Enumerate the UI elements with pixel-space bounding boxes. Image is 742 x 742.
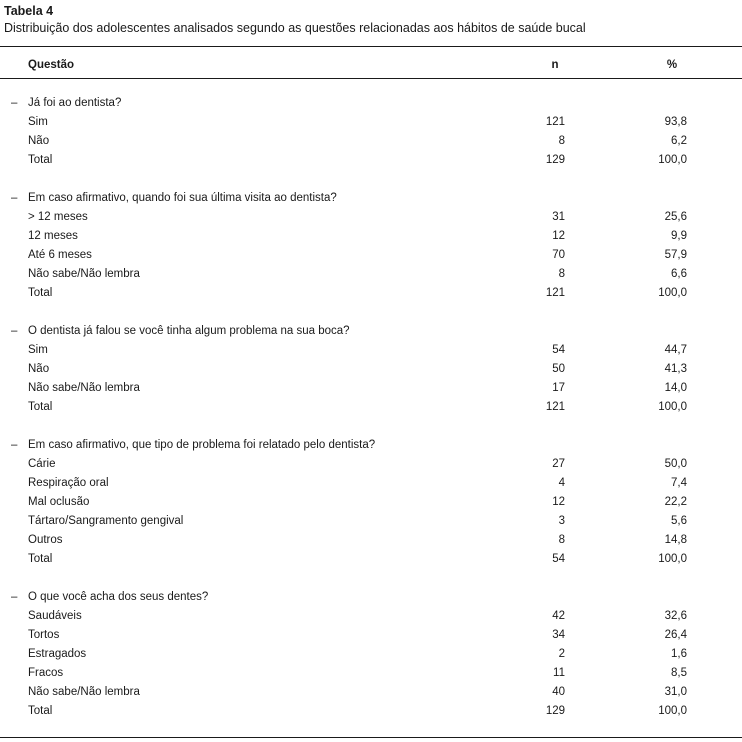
row-percent: 5,6 xyxy=(671,515,687,527)
table-row xyxy=(0,493,742,512)
question-section xyxy=(0,322,742,417)
row-label: Total xyxy=(28,287,53,299)
row-percent: 1,6 xyxy=(671,648,687,660)
row-label: Não sabe/Não lembra xyxy=(28,382,140,394)
row-percent: 7,4 xyxy=(671,477,687,489)
row-label: Estragados xyxy=(28,648,87,660)
row-label: Tártaro/Sangramento gengival xyxy=(28,515,184,527)
row-label: Total xyxy=(28,401,53,413)
row-n: 11 xyxy=(553,667,565,679)
top-rule xyxy=(0,46,742,47)
table-row xyxy=(0,512,742,531)
table-row xyxy=(0,550,742,569)
table-label: Tabela 4 xyxy=(4,4,54,18)
row-n: 54 xyxy=(552,553,565,565)
row-n: 34 xyxy=(552,629,565,641)
table-row xyxy=(0,341,742,360)
dash-marker: – xyxy=(11,591,18,603)
row-n: 27 xyxy=(552,458,565,470)
row-percent: 14,8 xyxy=(664,534,687,546)
table-row xyxy=(0,455,742,474)
row-label: Sim xyxy=(28,116,48,128)
row-label: Não sabe/Não lembra xyxy=(28,268,140,280)
row-n: 129 xyxy=(545,705,565,717)
row-n: 54 xyxy=(552,344,565,356)
question-section xyxy=(0,189,742,303)
table-row xyxy=(0,132,742,151)
row-label: Mal oclusão xyxy=(28,496,90,508)
question-row xyxy=(0,436,742,455)
question-row xyxy=(0,588,742,607)
dash-marker: – xyxy=(11,325,18,337)
table-row xyxy=(0,208,742,227)
row-n: 121 xyxy=(545,287,565,299)
row-n: 50 xyxy=(552,363,565,375)
header-question: Questão xyxy=(28,59,75,71)
row-label: Saudáveis xyxy=(28,610,82,622)
question-row xyxy=(0,322,742,341)
row-label: Total xyxy=(28,553,53,565)
row-n: 40 xyxy=(552,686,565,698)
row-n: 2 xyxy=(558,648,565,660)
table-header xyxy=(0,57,742,73)
row-n: 8 xyxy=(558,534,565,546)
row-label: 12 meses xyxy=(28,230,78,242)
row-n: 12 xyxy=(552,496,565,508)
table-row xyxy=(0,607,742,626)
row-n: 121 xyxy=(545,116,565,128)
row-n: 3 xyxy=(558,515,565,527)
table-row xyxy=(0,626,742,645)
table-row xyxy=(0,683,742,702)
row-percent: 100,0 xyxy=(658,154,687,166)
row-percent: 50,0 xyxy=(664,458,687,470)
row-label: Cárie xyxy=(28,458,56,470)
question-text: Em caso afirmativo, que tipo de problema foi relatado pelo dentista? xyxy=(28,439,376,451)
row-label: Não sabe/Não lembra xyxy=(28,686,140,698)
row-percent: 6,2 xyxy=(671,135,687,147)
row-label: Sim xyxy=(28,344,48,356)
row-percent: 8,5 xyxy=(671,667,687,679)
table-row xyxy=(0,379,742,398)
row-label: Não xyxy=(28,363,50,375)
row-percent: 93,8 xyxy=(664,116,687,128)
question-text: Já foi ao dentista? xyxy=(28,97,122,109)
row-percent: 26,4 xyxy=(664,629,687,641)
table-row xyxy=(0,227,742,246)
table-row xyxy=(0,702,742,721)
table-row xyxy=(0,265,742,284)
table-body xyxy=(0,94,742,740)
row-label: Total xyxy=(28,154,53,166)
row-label: > 12 meses xyxy=(28,211,88,223)
row-n: 31 xyxy=(552,211,565,223)
table-row xyxy=(0,284,742,303)
question-text: O que você acha dos seus dentes? xyxy=(28,591,209,603)
question-section xyxy=(0,588,742,721)
row-percent: 32,6 xyxy=(664,610,687,622)
table-row xyxy=(0,664,742,683)
row-percent: 31,0 xyxy=(664,686,687,698)
row-n: 8 xyxy=(558,268,565,280)
question-row xyxy=(0,189,742,208)
row-n: 8 xyxy=(558,135,565,147)
row-n: 70 xyxy=(552,249,565,261)
row-percent: 100,0 xyxy=(658,401,687,413)
bottom-rule xyxy=(0,737,742,738)
row-percent: 22,2 xyxy=(664,496,687,508)
row-percent: 100,0 xyxy=(658,287,687,299)
row-label: Até 6 meses xyxy=(28,249,92,261)
table-row xyxy=(0,645,742,664)
question-section xyxy=(0,94,742,170)
row-percent: 14,0 xyxy=(664,382,687,394)
row-n: 4 xyxy=(558,477,565,489)
row-n: 12 xyxy=(552,230,565,242)
question-section xyxy=(0,436,742,569)
table-row xyxy=(0,246,742,265)
row-percent: 9,9 xyxy=(671,230,687,242)
header-percent: % xyxy=(666,59,678,71)
row-percent: 57,9 xyxy=(664,249,687,261)
header-rule xyxy=(0,78,742,79)
table-caption xyxy=(4,3,586,36)
row-percent: 44,7 xyxy=(664,344,687,356)
row-percent: 41,3 xyxy=(664,363,687,375)
dash-marker: – xyxy=(11,192,18,204)
table-row xyxy=(0,398,742,417)
table-row xyxy=(0,151,742,170)
dash-marker: – xyxy=(11,97,18,109)
row-n: 121 xyxy=(545,401,565,413)
row-percent: 25,6 xyxy=(664,211,687,223)
question-text: O dentista já falou se você tinha algum problema na sua boca? xyxy=(28,325,350,337)
row-label: Fracos xyxy=(28,667,64,679)
row-percent: 6,6 xyxy=(671,268,687,280)
row-n: 17 xyxy=(552,382,565,394)
row-label: Respiração oral xyxy=(28,477,109,489)
table-title: Distribuição dos adolescentes analisados segundo as questões relacionadas aos hábitos de saúde bucal xyxy=(4,21,586,35)
row-percent: 100,0 xyxy=(658,553,687,565)
row-label: Total xyxy=(28,705,53,717)
table-row xyxy=(0,474,742,493)
table-row xyxy=(0,360,742,379)
table-row xyxy=(0,531,742,550)
row-label: Não xyxy=(28,135,50,147)
row-n: 42 xyxy=(552,610,565,622)
row-label: Tortos xyxy=(28,629,60,641)
row-n: 129 xyxy=(545,154,565,166)
header-n: n xyxy=(551,59,559,71)
question-row xyxy=(0,94,742,113)
question-text: Em caso afirmativo, quando foi sua última visita ao dentista? xyxy=(28,192,337,204)
table-row xyxy=(0,113,742,132)
dash-marker: – xyxy=(11,439,18,451)
row-percent: 100,0 xyxy=(658,705,687,717)
row-label: Outros xyxy=(28,534,63,546)
